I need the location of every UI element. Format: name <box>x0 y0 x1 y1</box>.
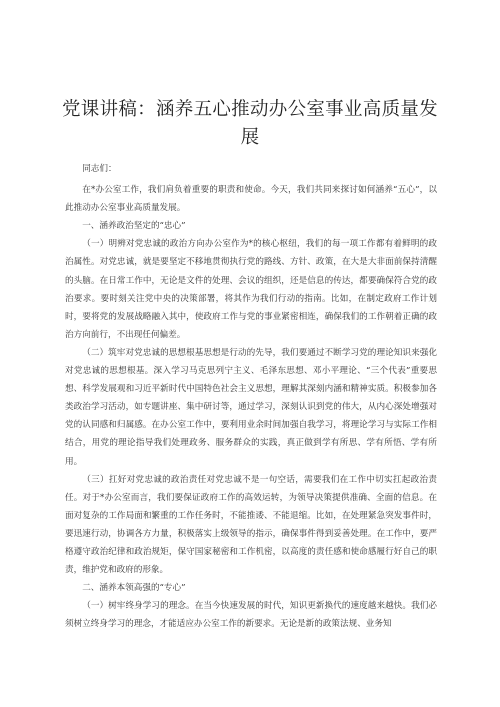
document-body <box>65 160 437 633</box>
document-title: 党课讲稿：涵养五心推动办公室事业高质量发展 <box>61 99 438 149</box>
paragraph-1-2: （二）筑牢对党忠诚的思想根基思想是行动的先导，我们要通过不断学习党的理论知识来强化对党忠诚的思想根基。深入学习马克思列宁主义、毛泽东思想、邓小平理论、“三个代表”重要思想、科学发展观和习近平新时代中国特色社会主义思想，理解其深刻内涵和精神实质。积极参加各类政治学习活动，如专题讲座、集中研讨等，通过学习，深刻认识到党的伟大，从内心深处增强对党的认同感和归属感。在办公室工作中，要利用业余时间加强自我学习，将理论学习与实际工作相结合，用党的理论指导我们处理政务、服务群众的实践，真正做到学有所思、学有所悟、学有所用。 <box>65 347 437 467</box>
section-heading-2: 二、涵养本领高强的“专心” <box>82 583 186 594</box>
paragraph-2-1: （一）树牢终身学习的理念。在当今快速发展的时代，知识更新换代的速度越来越快。我们必须树立终身学习的理念，才能适应办公室工作的新要求。无论是新的政策法规、业务知 <box>65 601 437 630</box>
section-heading-1: 一、涵养政治坚定的“忠心” <box>82 221 186 232</box>
paragraph-1-1: （一）明辨对党忠诚的政治方向办公室作为*的核心枢纽，我们的每一项工作都有着鲜明的政治属性。对党忠诚，就是要坚定不移地贯彻执行党的路线、方针、政策，在大是大非面前保持清醒的头脑。在日常工作中，无论是文件的处理、会议的组织，还是信息的传达，都要确保符合党的政治要求。要时刻关注党中央的决策部署，将其作为我们行动的指南。比如，在制定政府工作计划时，要将党的发展战略融入其中，使政府工作与党的事业紧密相连，确保我们的工作朝着正确的政治方向前行，不出现任何偏差。 <box>65 239 437 340</box>
paragraph-salutation: 同志们： <box>82 164 117 174</box>
paragraph-1-3: （三）扛好对党忠诚的政治责任对党忠诚不是一句空话，需要我们在工作中切实扛起政治责任。对于*办公室而言，我们要保证政府工作的高效运转，为领导决策提供准确、全面的信息。在面对复杂的工作局面和繁重的工作任务时，不能推诿、不能退缩。比如，在处理紧急突发事件时，要迅速行动，协调各方力量，积极落实上级领导的指示，确保事件得到妥善处理。在工作中，要严格遵守政治纪律和政治规矩，保守国家秘密和工作机密，以高度的责任感和使命感履行好自己的职责，维护党和政府的形象。 <box>65 474 437 576</box>
paragraph-intro: 在*办公室工作，我们肩负着重要的职责和使命。今天，我们共同来探讨如何涵养“五心”，以此推动办公室事业高质量发展。 <box>65 185 437 214</box>
